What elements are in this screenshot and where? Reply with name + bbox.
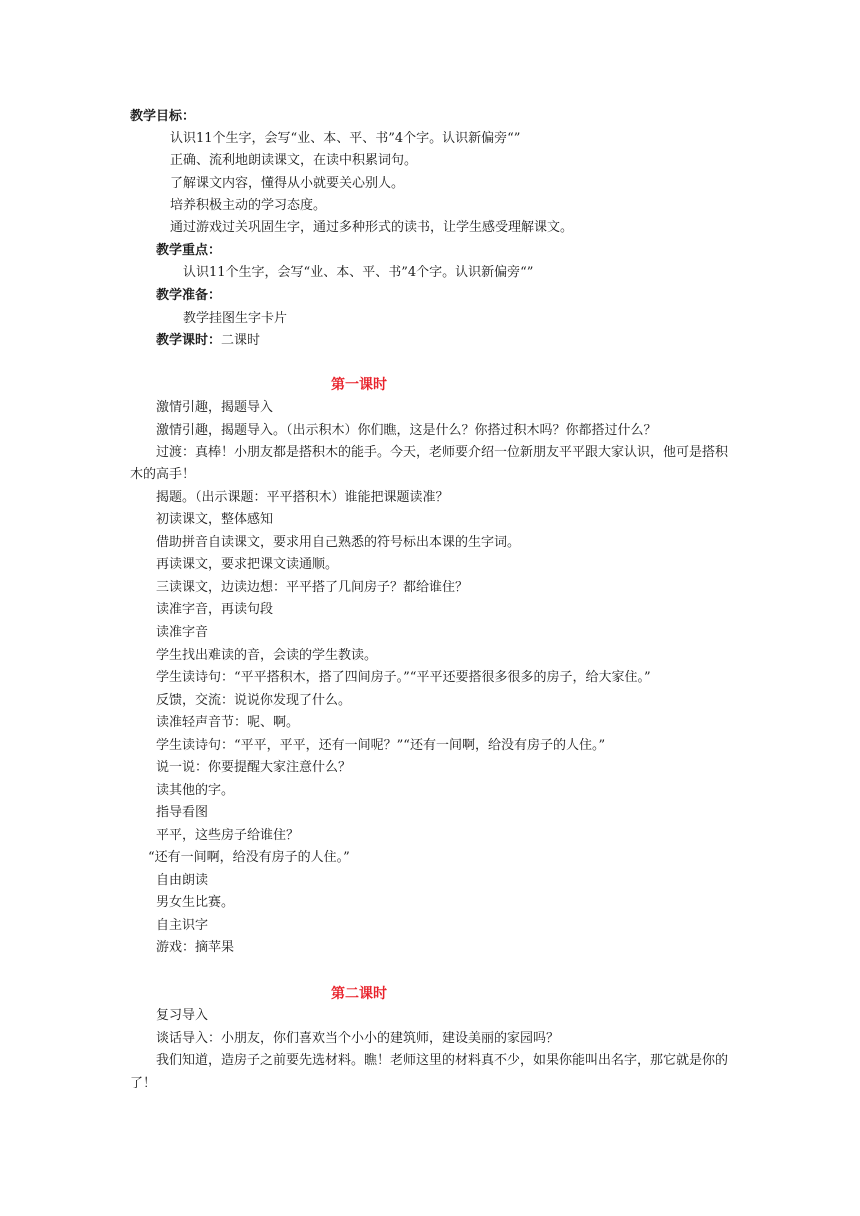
lesson1-line: 反馈，交流：说说你发现了什么。 (156, 693, 352, 708)
lesson1-line: 三读课文，边读边想：平平搭了几间房子？都给谁住？ (156, 580, 469, 595)
lesson1-line: 激情引趣，揭题导入 (156, 400, 274, 415)
lesson1-line: 学生找出难读的音，会读的学生教读。 (156, 648, 378, 663)
hours-heading: 教学课时： (156, 333, 222, 348)
lesson1-line: “还有一间啊，给没有房子的人住。” (148, 850, 350, 865)
lesson2-title: 第二课时 (331, 986, 387, 1002)
lesson1-line: 借助拼音自读课文，要求用自己熟悉的符号标出本课的生字词。 (156, 535, 521, 550)
hours-text: 二课时 (221, 333, 261, 348)
lesson1-line: 木的高手！ (130, 467, 196, 482)
lesson1-line: 学生读诗句：“平平，平平，还有一间呢？”“还有一间啊，给没有房子的人住。” (156, 738, 606, 753)
lesson1-line: 读准字音 (156, 625, 209, 640)
lesson1-title: 第一课时 (331, 377, 387, 393)
prep-heading: 教学准备： (156, 288, 222, 303)
lesson1-line: 读准轻声音节：呢、啊。 (156, 715, 300, 730)
lesson1-line: 激情引趣，揭题导入。（出示积木）你们瞧，这是什么？你搭过积木吗？你都搭过什么？ (156, 423, 657, 438)
objective-item: 认识11个生字，会写“业、本、平、书”4个字。认识新偏旁“” (170, 131, 521, 146)
lesson1-line: 揭题。（出示课题：平平搭积木）谁能把课题读准？ (156, 490, 449, 505)
lesson1-line: 过渡：真棒！小朋友都是搭积木的能手。今天，老师要介绍一位新朋友平平跟大家认识，他可是搭积 (156, 445, 729, 460)
hours-line (156, 330, 260, 352)
lesson2-line: 我们知道，造房子之前要先选材料。瞧！老师这里的材料真不少，如果你能叫出名字，那它就是你的 (156, 1053, 729, 1068)
lesson1-line: 再读课文，要求把课文读通顺。 (156, 557, 339, 572)
lesson1-line: 游戏：摘苹果 (156, 940, 235, 955)
lesson1-line: 男女生比赛。 (156, 895, 235, 910)
lesson1-line: 读准字音，再读句段 (156, 602, 274, 617)
lesson1-line: 说一说：你要提醒大家注意什么？ (156, 760, 352, 775)
objective-item: 正确、流利地朗读课文，在读中积累词句。 (170, 153, 418, 168)
objective-item: 通过游戏过关巩固生字，通过多种形式的读书，让学生感受理解课文。 (170, 220, 574, 235)
objectives-heading: 教学目标： (130, 109, 196, 124)
lesson2-line: 复习导入 (156, 1008, 209, 1023)
lesson2-line: 谈话导入：小朋友，你们喜欢当个小小的建筑师，建设美丽的家园吗？ (156, 1031, 560, 1046)
focus-heading: 教学重点： (156, 243, 222, 258)
lesson1-line: 初读课文，整体感知 (156, 512, 274, 527)
lesson1-line: 学生读诗句：“平平搭积木，搭了四间房子。”“平平还要搭很多很多的房子，给大家住。” (156, 670, 651, 685)
focus-text: 认识11个生字，会写“业、本、平、书”4个字。认识新偏旁“” (183, 265, 534, 280)
prep-text: 教学挂图生字卡片 (183, 311, 288, 326)
lesson1-line: 自主识字 (156, 918, 209, 933)
lesson1-line: 自由朗读 (156, 873, 209, 888)
lesson1-line: 平平，这些房子给谁住？ (156, 828, 300, 843)
lesson1-line: 指导看图 (156, 805, 209, 820)
lesson1-line: 读其他的字。 (156, 783, 235, 798)
objective-item: 培养积极主动的学习态度。 (170, 198, 327, 213)
objective-item: 了解课文内容，懂得从小就要关心别人。 (170, 176, 405, 191)
lesson2-line: 了！ (130, 1076, 157, 1091)
